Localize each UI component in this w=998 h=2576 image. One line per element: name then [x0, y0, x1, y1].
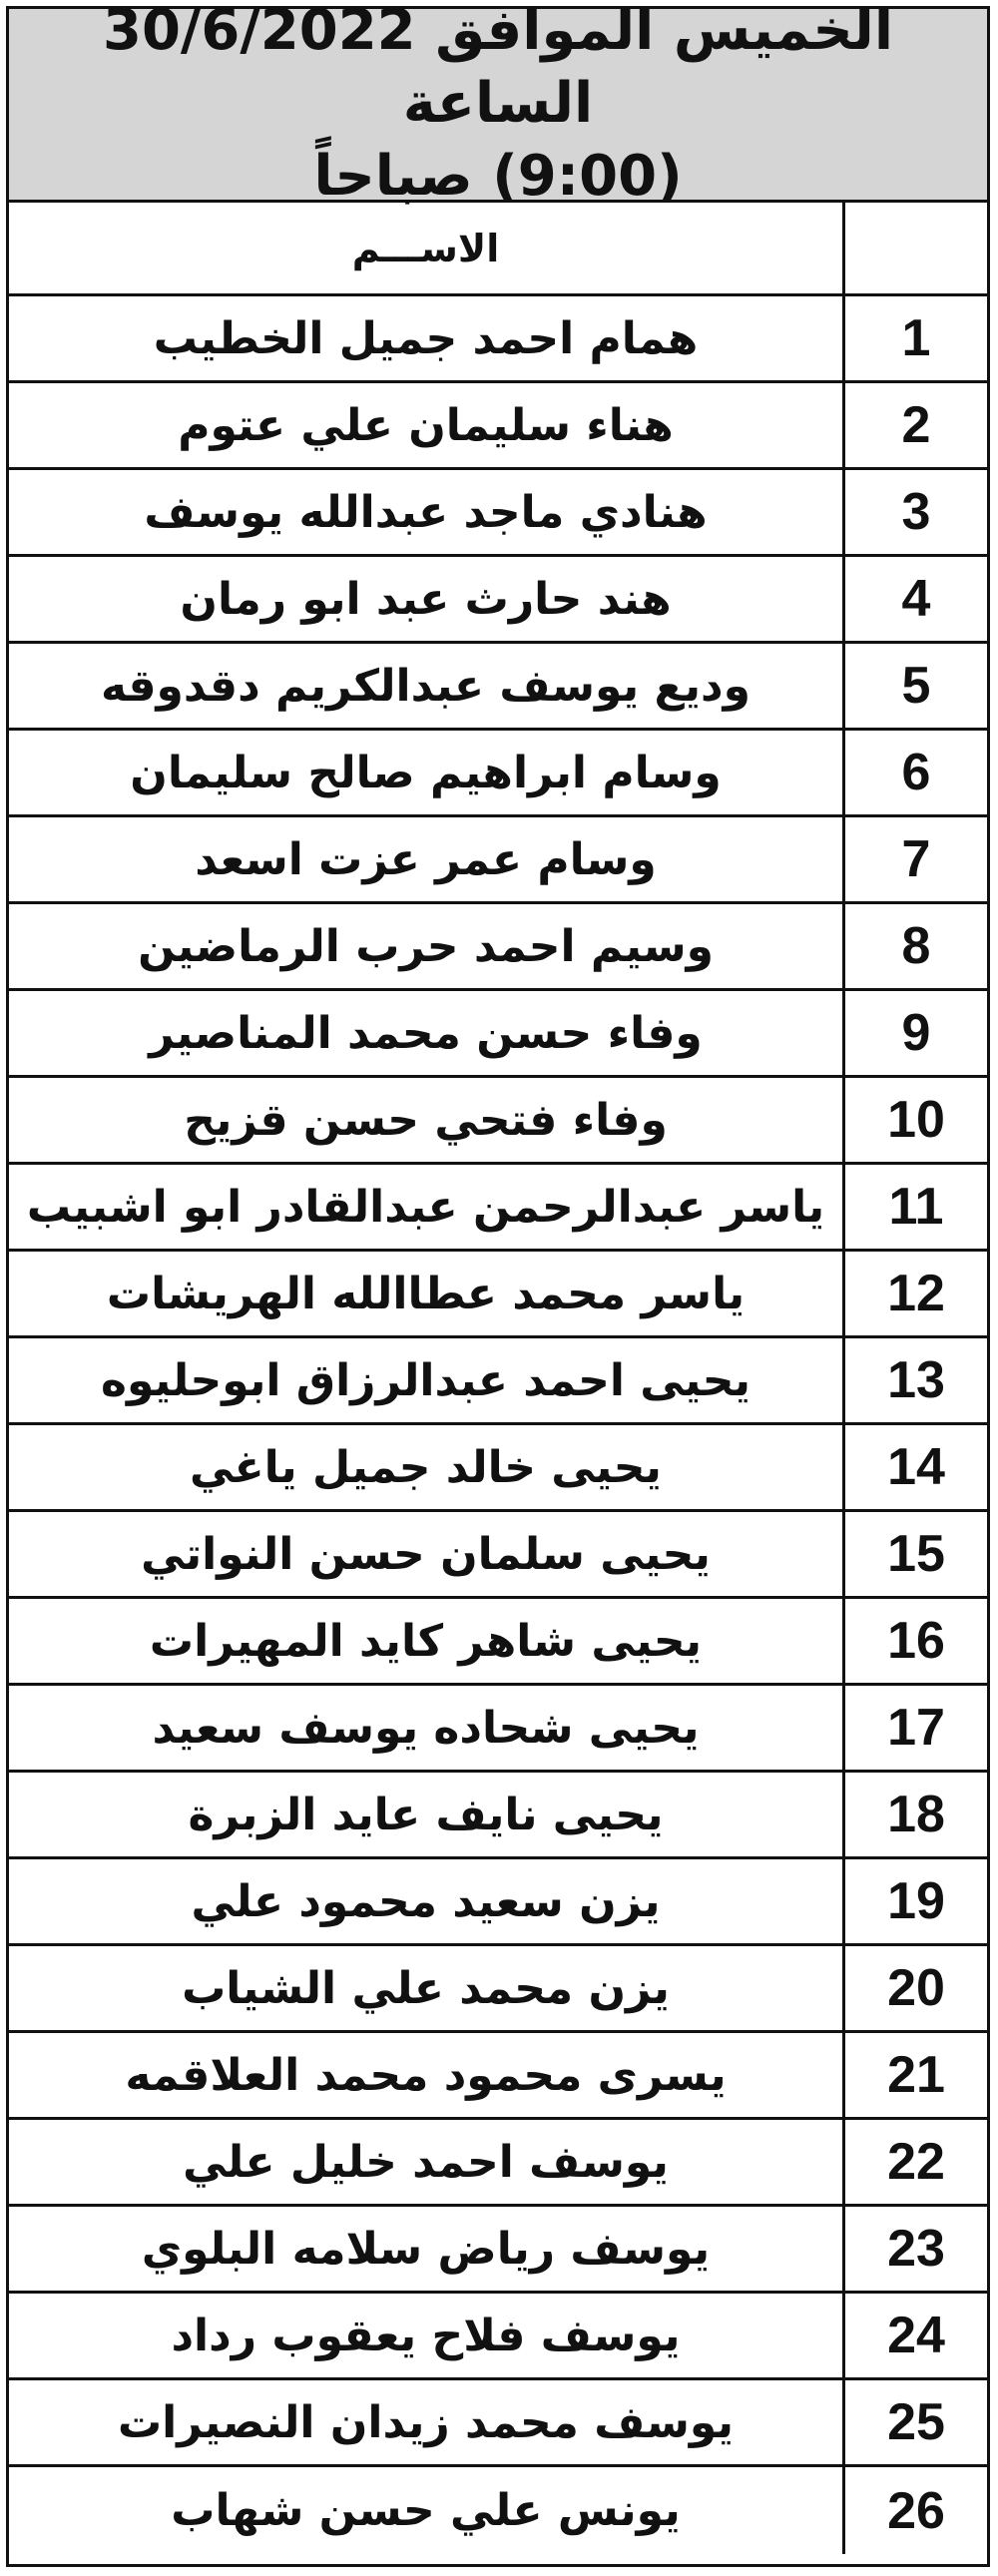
page-title [9, 0, 987, 209]
number-column-header [842, 203, 987, 293]
row-name: يحيى نايف عايد الزبرة [188, 1789, 664, 1840]
row-number: 5 [842, 644, 987, 728]
table-row [9, 2033, 987, 2120]
row-number: 1 [842, 296, 987, 380]
row-number: 6 [842, 731, 987, 814]
row-number: 2 [842, 383, 987, 467]
row-name: همام احمد جميل الخطيب [153, 312, 699, 364]
row-name: يحيى شحاده يوسف سعيد [152, 1702, 700, 1754]
name-column-header: الاســـم [351, 226, 500, 270]
row-name: يونس علي حسن شهاب [171, 2485, 681, 2536]
row-name: وديع يوسف عبدالكريم دقدوقه [101, 660, 750, 712]
table-row [9, 991, 987, 1078]
row-number: 8 [842, 904, 987, 988]
table-row [9, 2207, 987, 2294]
row-name: يسرى محمود محمد العلاقمه [125, 2049, 727, 2101]
row-name: وسيم احمد حرب الرماضين [138, 920, 714, 972]
row-number: 12 [842, 1252, 987, 1335]
table-row [9, 1425, 987, 1512]
row-name: يحيى شاهر كايد المهيرات [149, 1615, 703, 1667]
row-number: 26 [842, 2467, 987, 2554]
row-number: 23 [842, 2207, 987, 2291]
table-row [9, 2120, 987, 2207]
row-number: 7 [842, 817, 987, 901]
row-number: 21 [842, 2033, 987, 2117]
table-row [9, 557, 987, 644]
row-name: وسام ابراهيم صالح سليمان [130, 747, 722, 798]
row-number: 14 [842, 1425, 987, 1509]
table-row [9, 731, 987, 817]
row-number: 9 [842, 991, 987, 1075]
row-name: وفاء فتحي حسن قزيح [184, 1094, 668, 1146]
table-row [9, 1946, 987, 2033]
title-line-time: (9:00) صباحاً [313, 143, 683, 209]
table-row [9, 1252, 987, 1338]
table-row [9, 1686, 987, 1773]
row-number: 20 [842, 1946, 987, 2030]
row-name: يوسف رياض سلامه البلوي [141, 2223, 711, 2275]
row-number: 15 [842, 1512, 987, 1596]
table-row [9, 1338, 987, 1425]
table-row [9, 2294, 987, 2380]
row-name: هند حارث عبد ابو رمان [180, 573, 672, 625]
row-number: 24 [842, 2294, 987, 2377]
table-row [9, 904, 987, 991]
row-number: 19 [842, 1859, 987, 1943]
table-row [9, 296, 987, 383]
row-name: ياسر عبدالرحمن عبدالقادر ابو اشبيب [26, 1181, 825, 1233]
row-name: يحيى سلمان حسن النواتي [141, 1528, 711, 1580]
row-name: وفاء حسن محمد المناصير [149, 1007, 703, 1059]
row-name: يحيى خالد جميل ياغي [190, 1441, 662, 1493]
names-table [9, 203, 987, 2564]
row-name: يزن محمد علي الشياب [182, 1962, 670, 2014]
document-sheet [6, 0, 990, 2567]
row-number: 4 [842, 557, 987, 641]
table-row [9, 1773, 987, 1859]
row-name: يوسف محمد زيدان النصيرات [117, 2396, 735, 2448]
row-number: 3 [842, 470, 987, 554]
row-name: وسام عمر عزت اسعد [195, 833, 657, 885]
row-name: هناء سليمان علي عتوم [178, 399, 674, 451]
row-number: 16 [842, 1599, 987, 1683]
table-header-row [9, 203, 987, 296]
table-row [9, 383, 987, 470]
table-row [9, 1512, 987, 1599]
row-number: 22 [842, 2120, 987, 2204]
table-row [9, 2380, 987, 2467]
table-row [9, 1078, 987, 1165]
row-name: هنادي ماجد عبدالله يوسف [144, 486, 708, 538]
table-row [9, 817, 987, 904]
title-line-date: الخميس الموافق 30/6/2022 الساعة [102, 0, 894, 137]
row-name: يزن سعيد محمود علي [191, 1875, 661, 1927]
table-row [9, 1165, 987, 1252]
table-row [9, 1859, 987, 1946]
row-name: ياسر محمد عطاالله الهريشات [106, 1268, 746, 1319]
table-row [9, 470, 987, 557]
row-number: 18 [842, 1773, 987, 1856]
row-name: يوسف فلاح يعقوب رداد [171, 2310, 681, 2361]
table-row [9, 1599, 987, 1686]
table-row [9, 2467, 987, 2554]
row-number: 11 [842, 1165, 987, 1249]
row-number: 13 [842, 1338, 987, 1422]
row-number: 17 [842, 1686, 987, 1770]
row-name: يحيى احمد عبدالرزاق ابوحليوه [101, 1354, 750, 1406]
table-row [9, 644, 987, 731]
row-number: 25 [842, 2380, 987, 2464]
row-number: 10 [842, 1078, 987, 1162]
row-name: يوسف احمد خليل علي [183, 2136, 669, 2188]
